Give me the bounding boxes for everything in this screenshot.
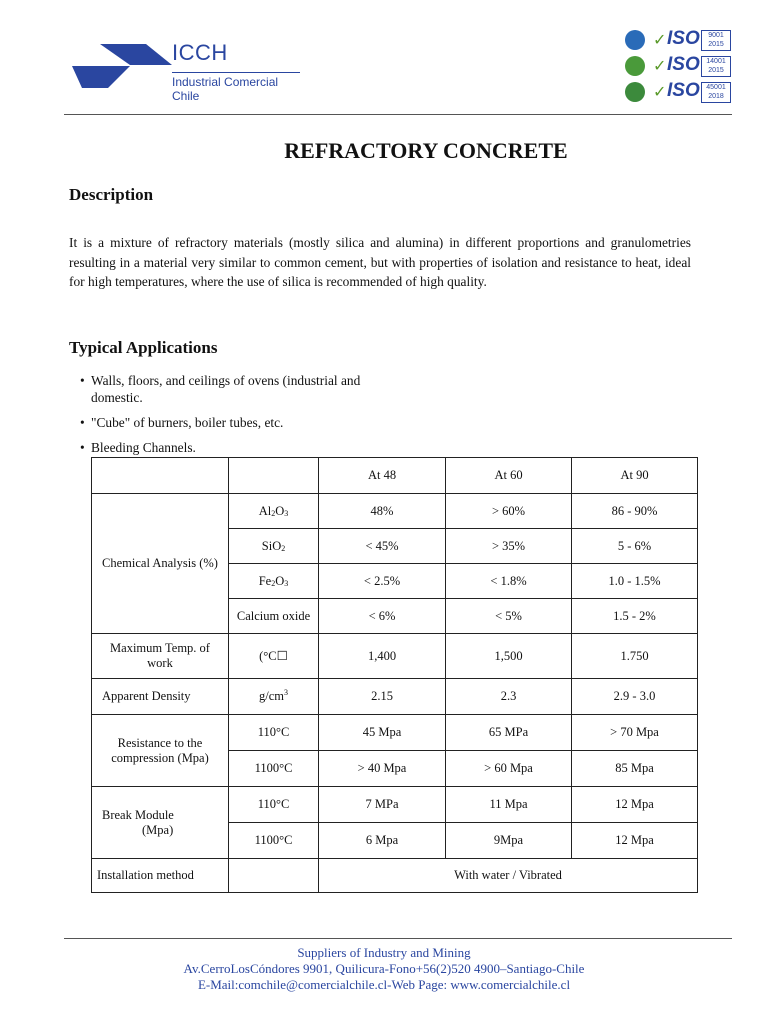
applications-list bbox=[80, 372, 410, 464]
table-cell: > 60 Mpa bbox=[446, 751, 572, 787]
list-item-text-cont: domestic. bbox=[91, 390, 143, 405]
unit-text: g/cm bbox=[259, 689, 284, 704]
row-label: Chemical Analysis (%) bbox=[92, 494, 229, 634]
compound-cell bbox=[229, 494, 319, 529]
bullet: • bbox=[80, 440, 85, 455]
table-cell: < 2.5% bbox=[319, 564, 446, 599]
description-heading: Description bbox=[69, 185, 154, 204]
logo-title: ICCH bbox=[172, 40, 228, 65]
table-row bbox=[92, 787, 698, 823]
footer-address: Av.CerroLosCóndores 9901, Quilicura-Fono+56(2)520 4900–Santiago-Chile bbox=[183, 961, 585, 976]
row-label bbox=[92, 787, 229, 859]
temp-cell: 110°C bbox=[229, 787, 319, 823]
table-cell: 1,400 bbox=[319, 634, 446, 679]
row-label: Apparent Density bbox=[92, 679, 229, 715]
table-row bbox=[92, 679, 698, 715]
compound-sub: 3 bbox=[284, 508, 289, 518]
cross-seal-icon bbox=[625, 82, 645, 102]
table-cell bbox=[92, 458, 229, 494]
column-header: At 60 bbox=[446, 458, 572, 494]
iso-standard: 9001 bbox=[708, 32, 724, 39]
compound-mid: O bbox=[275, 573, 285, 588]
compound-base: Fe bbox=[258, 573, 272, 588]
compound-sub: 2 bbox=[271, 508, 276, 518]
compound-cell: Calcium oxide bbox=[229, 599, 319, 634]
installation-value: With water / Vibrated bbox=[319, 859, 698, 893]
page-title: REFRACTORY CONCRETE bbox=[284, 138, 568, 163]
list-item-text: Bleeding Channels. bbox=[91, 440, 196, 455]
bullet: • bbox=[80, 415, 85, 430]
header-divider bbox=[64, 114, 732, 115]
table-cell: 1,500 bbox=[446, 634, 572, 679]
table-cell: < 5% bbox=[446, 599, 572, 634]
compound-sub: 2 bbox=[281, 543, 286, 553]
iso-year: 2015 bbox=[708, 41, 724, 48]
list-item bbox=[80, 372, 410, 406]
unit-sup: 3 bbox=[284, 688, 288, 698]
description-text: It is a mixture of refractory materials (mostly silica and alumina) in different proportions and granulometries resulting in a material very similar to common cement, but with properties of isolation and resistance to heat, ideal for high temperatures, where the use of silica is recommended of high quality. bbox=[69, 235, 691, 289]
footer-contact: E-Mail:comchile@comercialchile.cl-Web Page: www.comercialchile.cl bbox=[197, 977, 571, 992]
table-cell: > 40 Mpa bbox=[319, 751, 446, 787]
table-cell: 1.0 - 1.5% bbox=[572, 564, 698, 599]
table-cell: < 1.8% bbox=[446, 564, 572, 599]
table-cell: 85 Mpa bbox=[572, 751, 698, 787]
logo-text bbox=[172, 40, 300, 103]
iso-standard: 45001 bbox=[706, 84, 726, 91]
iso-word: ISO bbox=[667, 80, 700, 101]
unit-cell bbox=[229, 679, 319, 715]
gear-seal-icon bbox=[625, 30, 645, 50]
footer-divider bbox=[64, 938, 732, 939]
checkmark-icon: ✓ bbox=[653, 56, 667, 75]
table-cell: > 70 Mpa bbox=[572, 715, 698, 751]
compound-mid: O bbox=[275, 503, 285, 518]
table-cell: 6 Mpa bbox=[319, 823, 446, 859]
footer-line: Suppliers of Industry and Mining bbox=[297, 945, 471, 960]
bullet: • bbox=[80, 373, 85, 388]
iso-standard-box bbox=[701, 30, 731, 51]
table-cell: 2.3 bbox=[446, 679, 572, 715]
list-item bbox=[80, 414, 410, 431]
list-item-text: Walls, floors, and ceilings of ovens (industrial and bbox=[91, 373, 361, 388]
temp-cell: 1100°C bbox=[229, 751, 319, 787]
column-header: At 90 bbox=[572, 458, 698, 494]
compound-sub: 2 bbox=[271, 578, 276, 588]
table-cell bbox=[229, 458, 319, 494]
table-cell: 5 - 6% bbox=[572, 529, 698, 564]
row-label-line: Break Module bbox=[102, 807, 174, 822]
compound-sub: 3 bbox=[284, 578, 289, 588]
table-cell: 45 Mpa bbox=[319, 715, 446, 751]
iso-badge-45001 bbox=[625, 80, 731, 102]
table-cell: 2.15 bbox=[319, 679, 446, 715]
unit-cell: (°C☐ bbox=[229, 634, 319, 679]
iso-standard-box bbox=[701, 56, 731, 77]
footer bbox=[0, 945, 768, 993]
table-cell: < 6% bbox=[319, 599, 446, 634]
compound-cell bbox=[229, 529, 319, 564]
iso-standard-box bbox=[701, 82, 731, 103]
table-row bbox=[92, 494, 698, 529]
table-cell: 1.750 bbox=[572, 634, 698, 679]
compound-base: SiO bbox=[261, 538, 282, 553]
iso-badge-14001 bbox=[625, 54, 731, 76]
row-label: Maximum Temp. of work bbox=[92, 634, 229, 679]
row-label: Installation method bbox=[92, 859, 229, 893]
iso-year: 2015 bbox=[708, 67, 724, 74]
table-row bbox=[92, 634, 698, 679]
icch-logo-mark bbox=[72, 44, 172, 88]
table-cell: < 45% bbox=[319, 529, 446, 564]
iso-word: ISO bbox=[667, 28, 700, 49]
table-row bbox=[92, 859, 698, 893]
table-cell bbox=[229, 859, 319, 893]
table-cell: 86 - 90% bbox=[572, 494, 698, 529]
table-cell: 12 Mpa bbox=[572, 787, 698, 823]
list-item-text: "Cube" of burners, boiler tubes, etc. bbox=[91, 415, 284, 430]
leaf-seal-icon bbox=[625, 56, 645, 76]
table-cell: 9Mpa bbox=[446, 823, 572, 859]
table-cell: 2.9 - 3.0 bbox=[572, 679, 698, 715]
checkmark-icon: ✓ bbox=[653, 30, 667, 49]
temp-cell: 1100°C bbox=[229, 823, 319, 859]
table-cell: 1.5 - 2% bbox=[572, 599, 698, 634]
table-cell: > 60% bbox=[446, 494, 572, 529]
compound-base: Al bbox=[258, 503, 272, 518]
row-label: Resistance to the compression (Mpa) bbox=[92, 715, 229, 787]
iso-word: ISO bbox=[667, 54, 700, 75]
checkmark-icon: ✓ bbox=[653, 82, 667, 101]
table-cell: 48% bbox=[319, 494, 446, 529]
table-cell: 12 Mpa bbox=[572, 823, 698, 859]
table-cell: > 35% bbox=[446, 529, 572, 564]
compound-cell bbox=[229, 564, 319, 599]
iso-standard: 14001 bbox=[706, 58, 726, 65]
table-cell: 7 MPa bbox=[319, 787, 446, 823]
applications-heading: Typical Applications bbox=[69, 338, 218, 357]
properties-table bbox=[91, 457, 698, 893]
row-label-line: (Mpa) bbox=[142, 822, 174, 837]
logo-subtitle: Industrial Comercial Chile bbox=[172, 72, 300, 103]
table-row bbox=[92, 715, 698, 751]
iso-badge-9001 bbox=[625, 28, 731, 50]
table-header-row bbox=[92, 458, 698, 494]
table-cell: 65 MPa bbox=[446, 715, 572, 751]
column-header: At 48 bbox=[319, 458, 446, 494]
table-cell: 11 Mpa bbox=[446, 787, 572, 823]
list-item bbox=[80, 439, 410, 456]
temp-cell: 110°C bbox=[229, 715, 319, 751]
iso-year: 2018 bbox=[708, 93, 724, 100]
